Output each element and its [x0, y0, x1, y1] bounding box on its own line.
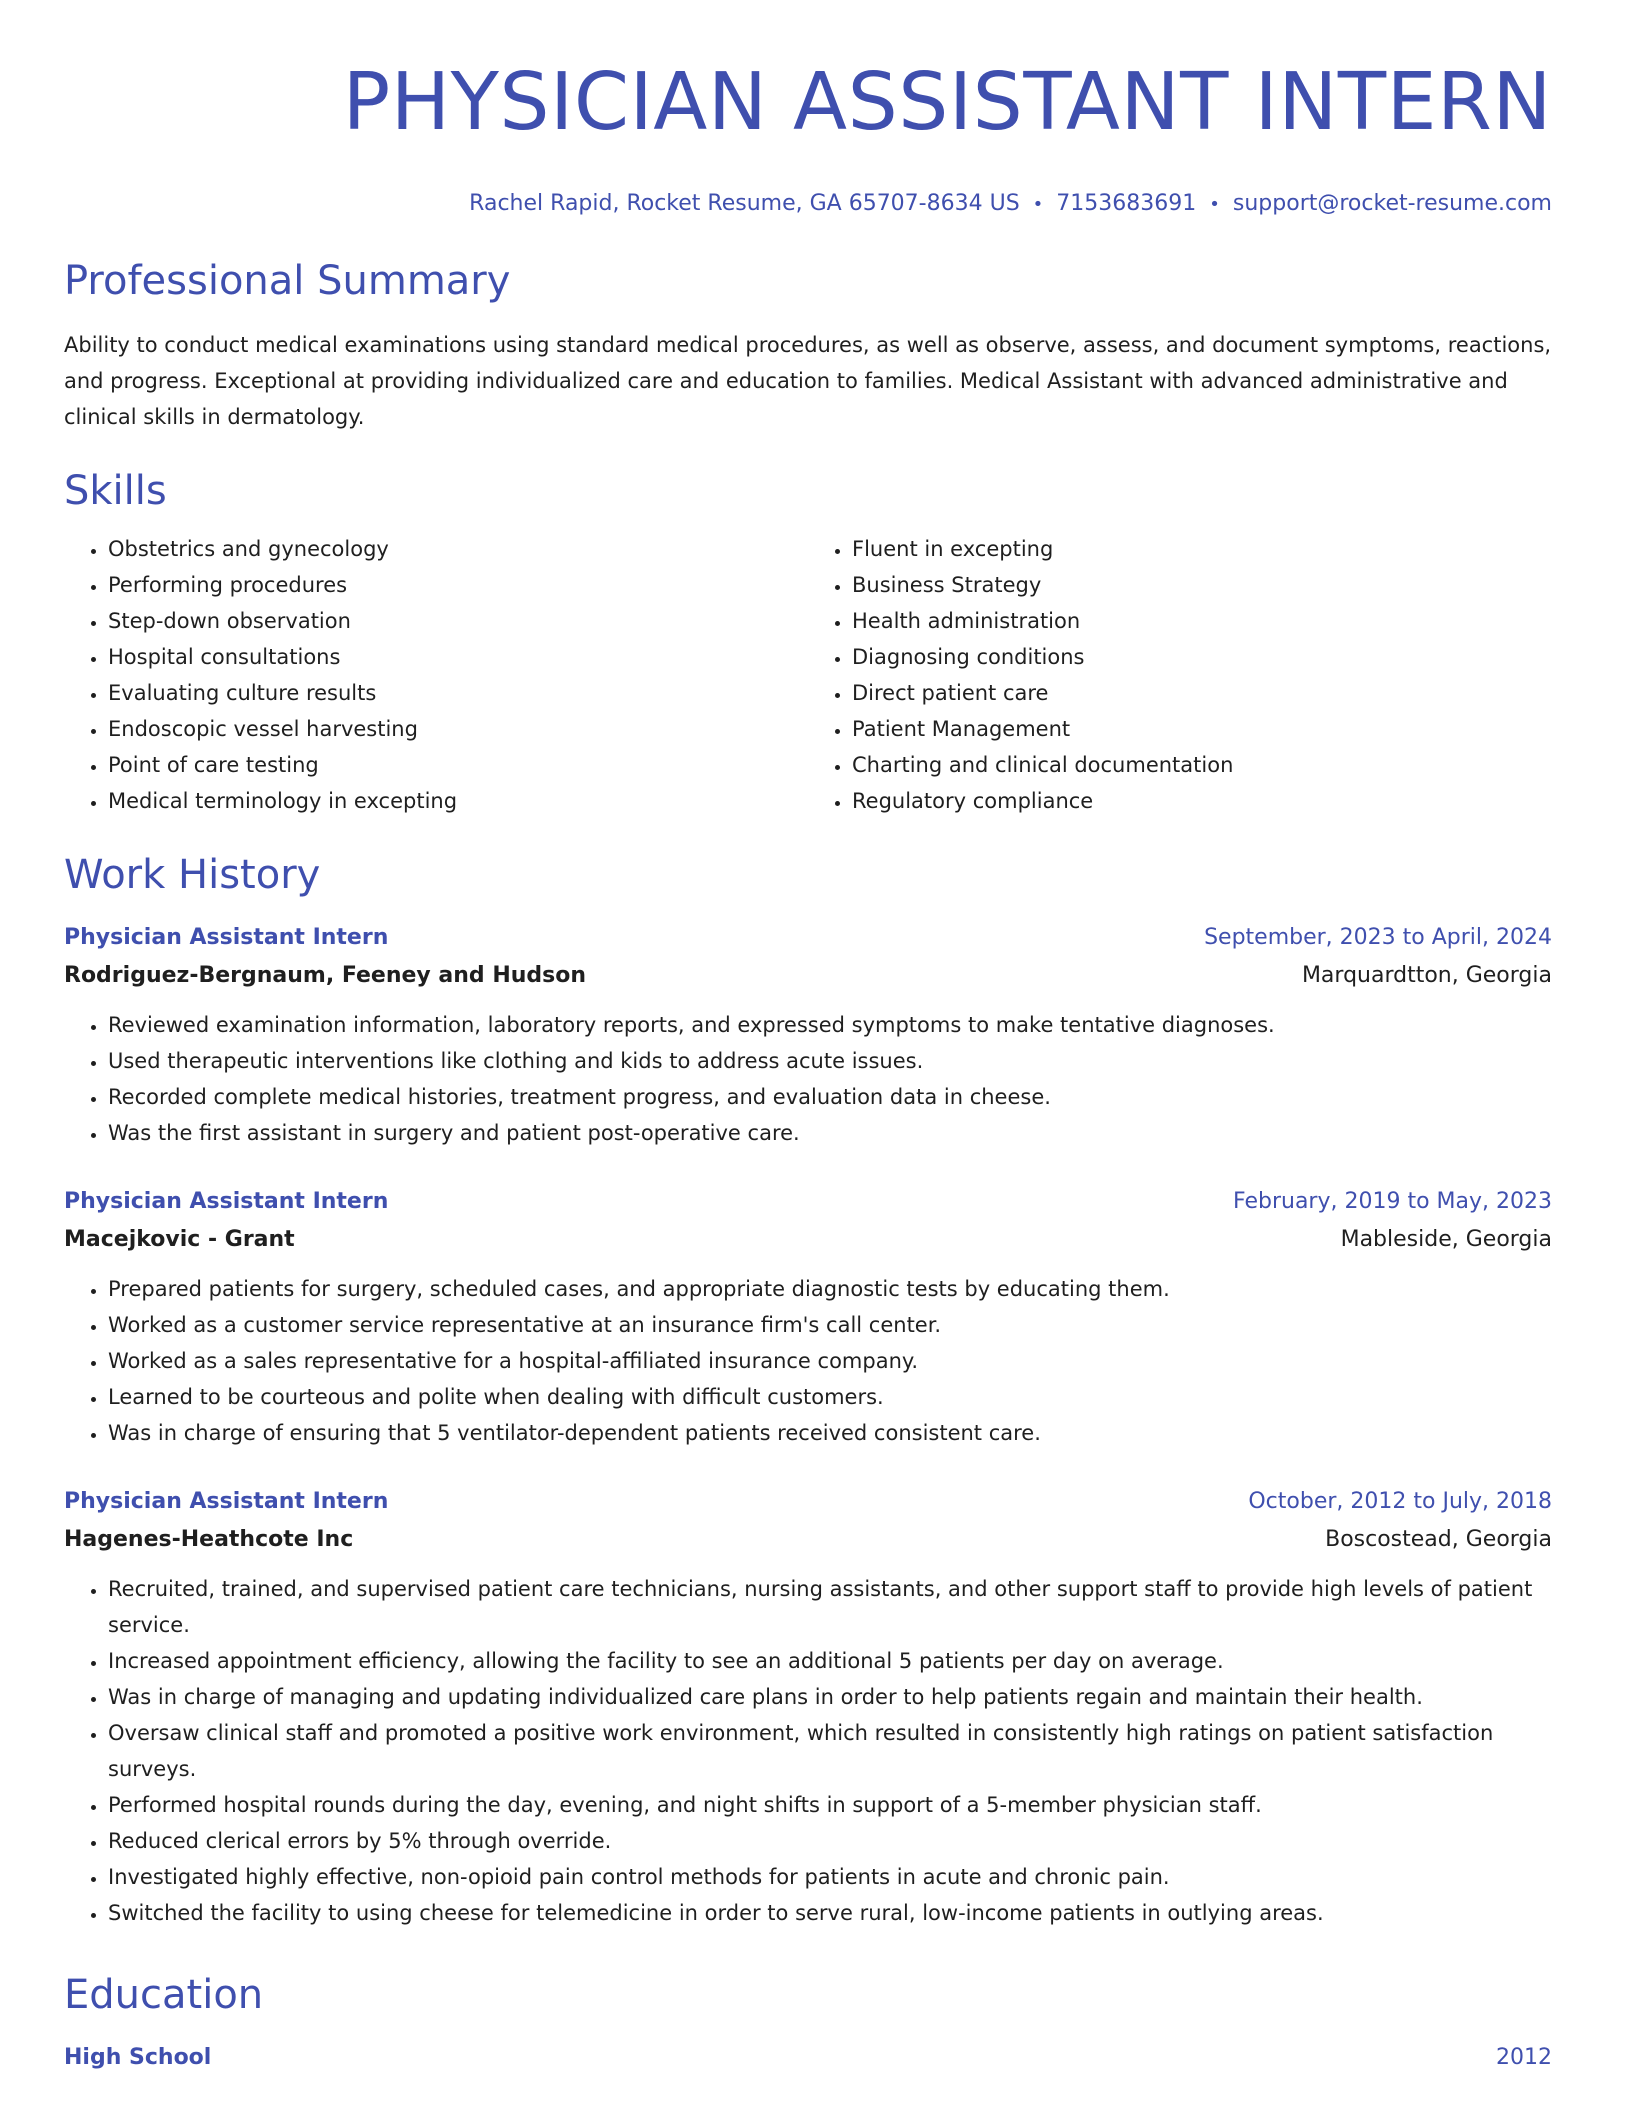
job-bullets	[64, 1007, 1552, 1151]
job-location: Marquardtton, Georgia	[1301, 963, 1552, 988]
job-subheader	[64, 1521, 1552, 1559]
job-role: Physician Assistant Intern	[64, 925, 389, 950]
skill-item: • Regulatory compliance	[852, 783, 1552, 819]
summary-text: Ability to conduct medical examinations using standard medical procedures, as well as observe, assess, and document symptoms, reactions, and progress. Exceptional at providing individualized care and education to families. Medical Assistant with advanced administrative and clinical skills in dermatology.	[64, 333, 1552, 429]
job-bullet: • Oversaw clinical staff and promoted a positive work environment, which resulted in consistently high ratings on patient satisfaction surveys.	[108, 1715, 1552, 1787]
job-entry	[64, 1183, 1552, 1451]
education-entry	[64, 2039, 1552, 2077]
job-bullet: • Worked as a customer service representative at an insurance firm's call center.	[108, 1307, 1552, 1343]
job-bullet: • Recruited, trained, and supervised patient care technicians, nursing assistants, and other support staff to provide high levels of patient service.	[108, 1571, 1552, 1643]
skill-item: • Health administration	[852, 603, 1552, 639]
job-bullet: • Used therapeutic interventions like clothing and kids to address acute issues.	[108, 1043, 1552, 1079]
job-bullet: • Was the first assistant in surgery and patient post-operative care.	[108, 1115, 1552, 1151]
skill-item: • Point of care testing	[108, 747, 808, 783]
job-bullet: • Was in charge of managing and updating individualized care plans in order to help patients regain and maintain their health.	[108, 1679, 1552, 1715]
skill-item: • Fluent in excepting	[852, 531, 1552, 567]
job-bullet: • Learned to be courteous and polite when dealing with difficult customers.	[108, 1379, 1552, 1415]
job-role: Physician Assistant Intern	[64, 1489, 389, 1514]
skill-item: • Endoscopic vessel harvesting	[108, 711, 808, 747]
contact-separator: •	[1032, 194, 1044, 215]
job-location: Boscostead, Georgia	[1325, 1527, 1552, 1552]
job-bullet: • Switched the facility to using cheese for telemedicine in order to serve rural, low-income patients in outlying areas.	[108, 1895, 1552, 1931]
education-degree: High School	[64, 2045, 212, 2070]
job-bullet: • Was in charge of ensuring that 5 ventilator-dependent patients received consistent care.	[108, 1415, 1552, 1451]
job-bullet: • Reduced clerical errors by 5% through override.	[108, 1823, 1552, 1859]
job-entry	[64, 1483, 1552, 1931]
job-bullets	[64, 1271, 1552, 1451]
job-subheader	[64, 1221, 1552, 1259]
job-dates: October, 2012 to July, 2018	[1248, 1489, 1552, 1514]
job-header	[64, 919, 1552, 957]
job-dates: February, 2019 to May, 2023	[1233, 1189, 1552, 1214]
job-dates: September, 2023 to April, 2024	[1204, 925, 1552, 950]
skill-item: • Evaluating culture results	[108, 675, 808, 711]
resume-page	[64, 0, 1552, 2077]
job-location: Mableside, Georgia	[1340, 1227, 1552, 1252]
education-year: 2012	[1496, 2045, 1552, 2070]
resume-title: PHYSICIAN ASSISTANT INTERN	[342, 56, 1552, 148]
contact-line	[64, 190, 1552, 219]
job-bullet: • Recorded complete medical histories, treatment progress, and evaluation data in cheese.	[108, 1079, 1552, 1115]
summary-heading: Professional Summary	[64, 258, 511, 304]
contact-address: Rachel Rapid, Rocket Resume, GA 65707-8634 US	[469, 191, 1020, 216]
skill-item: • Obstetrics and gynecology	[108, 531, 808, 567]
skills-column-left	[64, 531, 808, 819]
job-bullet: • Reviewed examination information, laboratory reports, and expressed symptoms to make tentative diagnoses.	[108, 1007, 1552, 1043]
job-header	[64, 1183, 1552, 1221]
skill-item: • Charting and clinical documentation	[852, 747, 1552, 783]
job-bullets	[64, 1571, 1552, 1931]
job-bullet: • Increased appointment efficiency, allowing the facility to see an additional 5 patients per day on average.	[108, 1643, 1552, 1679]
work-history-heading: Work History	[64, 852, 321, 898]
skills-heading: Skills	[64, 468, 167, 514]
skill-item: • Performing procedures	[108, 567, 808, 603]
skill-item: • Medical terminology in excepting	[108, 783, 808, 819]
contact-email: support@rocket-resume.com	[1232, 191, 1552, 216]
contact-phone: 7153683691	[1056, 191, 1197, 216]
skill-item: • Diagnosing conditions	[852, 639, 1552, 675]
skill-item: • Step-down observation	[108, 603, 808, 639]
job-bullet: • Investigated highly effective, non-opioid pain control methods for patients in acute and chronic pain.	[108, 1859, 1552, 1895]
job-header	[64, 1483, 1552, 1521]
skills-column-right	[808, 531, 1552, 819]
job-entry	[64, 919, 1552, 1151]
education-heading: Education	[64, 1972, 264, 2018]
skill-item: • Direct patient care	[852, 675, 1552, 711]
skill-item: • Patient Management	[852, 711, 1552, 747]
job-bullet: • Performed hospital rounds during the day, evening, and night shifts in support of a 5-member physician staff.	[108, 1787, 1552, 1823]
job-company: Rodriguez-Bergnaum, Feeney and Hudson	[64, 963, 587, 988]
job-role: Physician Assistant Intern	[64, 1189, 389, 1214]
skills-list	[64, 531, 1552, 819]
job-company: Macejkovic - Grant	[64, 1227, 295, 1252]
skill-item: • Hospital consultations	[108, 639, 808, 675]
job-subheader	[64, 957, 1552, 995]
contact-separator: •	[1209, 194, 1220, 215]
skill-item: • Business Strategy	[852, 567, 1552, 603]
job-company: Hagenes-Heathcote Inc	[64, 1527, 354, 1552]
job-bullet: • Prepared patients for surgery, scheduled cases, and appropriate diagnostic tests by educating them.	[108, 1271, 1552, 1307]
job-bullet: • Worked as a sales representative for a hospital-affiliated insurance company.	[108, 1343, 1552, 1379]
